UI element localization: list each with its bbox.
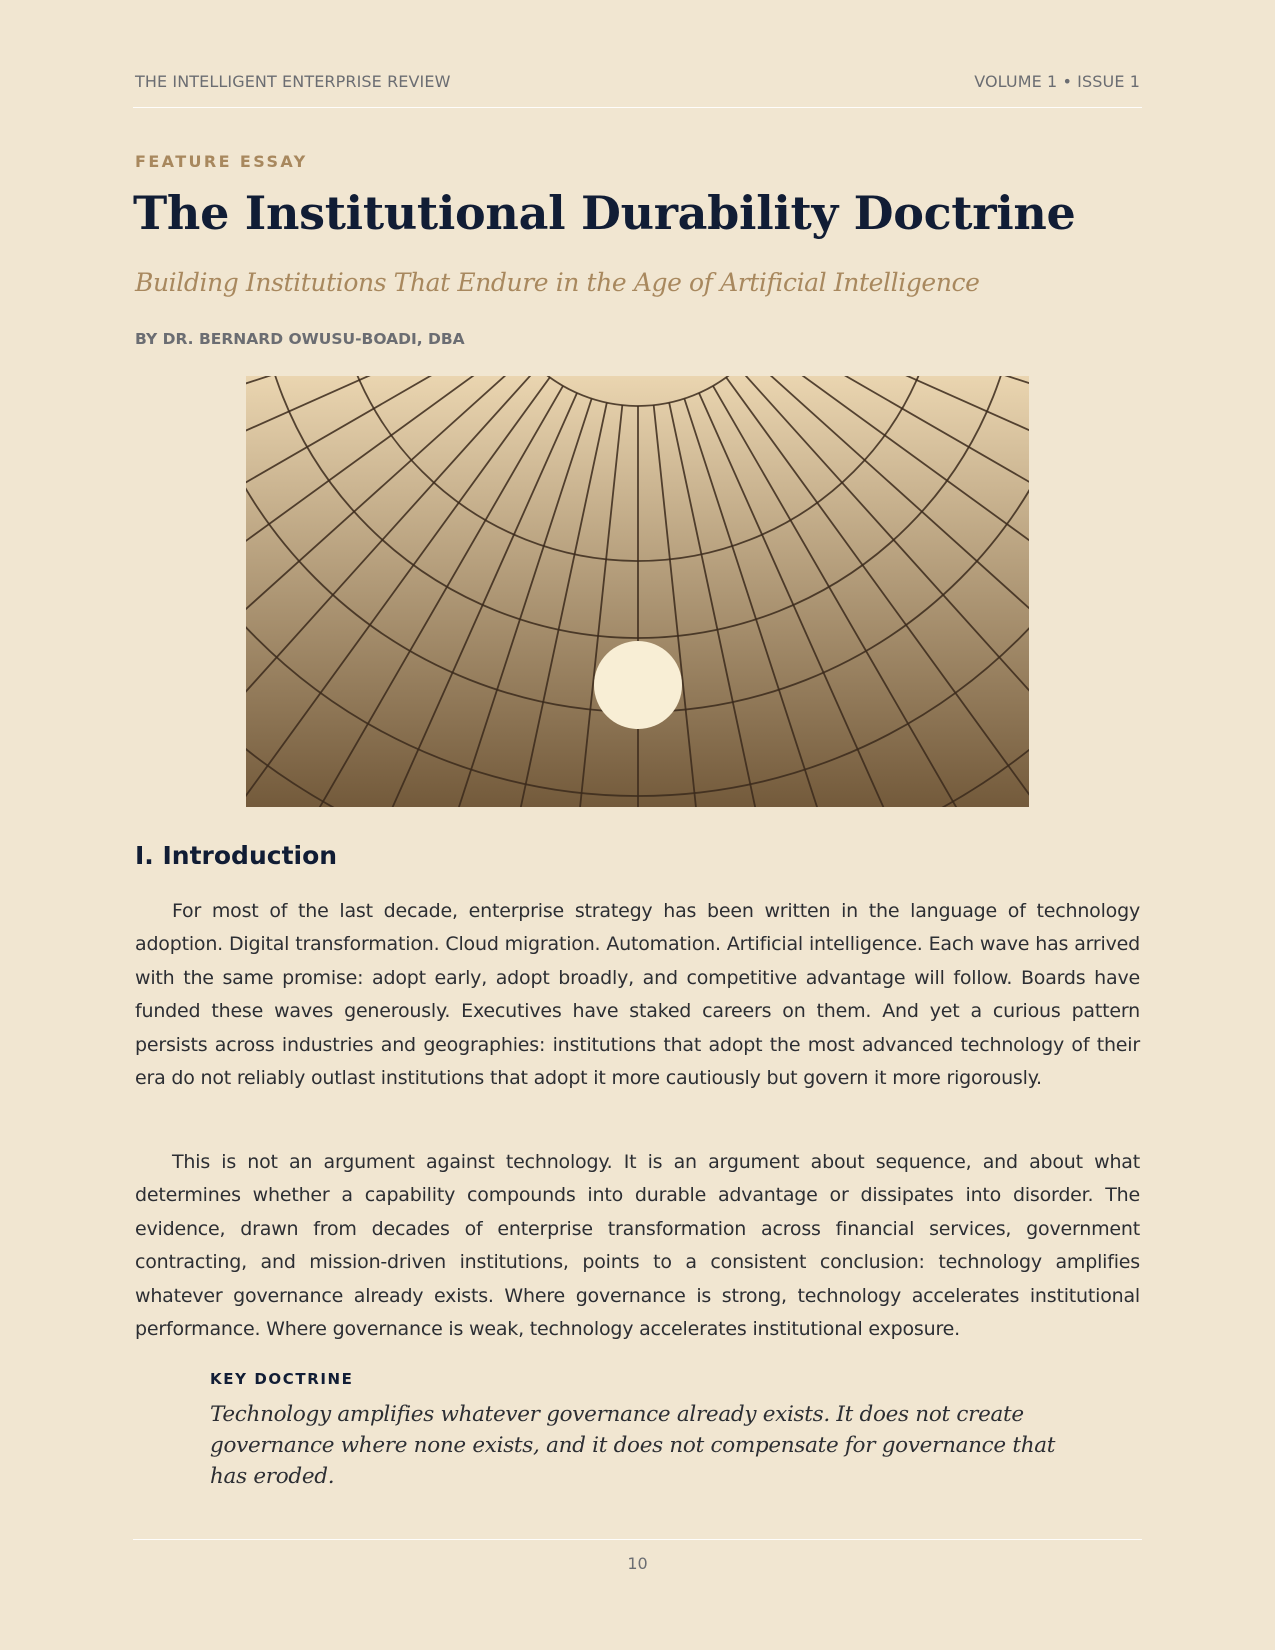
header-divider [133,107,1142,108]
callout-label: KEY DOCTRINE [210,1370,354,1388]
running-header [135,72,1140,91]
section-kicker: FEATURE ESSAY [135,152,308,171]
byline: BY DR. BERNARD OWUSU-BOADI, DBA [135,330,465,348]
radial-lattice-image [246,376,1029,807]
key-doctrine-callout [210,1370,1070,1492]
section-heading: I. Introduction [135,841,338,870]
body-paragraph: This is not an argument against technology. It is an argument about sequence, and about what determines whether a capability compounds into durable advantage or dissipates into disorder. The evidence, drawn from decades of enterprise transformation across financial services, government contracting, and mission-driven institutions, points to a consistent conclusion: technology amplifies whatever governance already exists. Where governance is strong, technology accelerates institutional performance. Where governance is weak, technology accelerates institutional exposure. [135,1151,1140,1341]
article-title: The Institutional Durability Doctrine [133,186,1076,240]
publication-name: THE INTELLIGENT ENTERPRISE REVIEW [135,72,451,91]
light-orb [594,641,682,729]
issue-label: VOLUME 1 • ISSUE 1 [974,72,1140,91]
callout-quote: Technology amplifies whatever governance already exists. It does not create governance where none exists, and it does not compensate for governance that has eroded. [210,1402,1056,1489]
hero-illustration [246,376,1029,807]
article-subtitle: Building Institutions That Endure in the Age of Artificial Intelligence [135,268,980,297]
footer-divider [133,1539,1142,1540]
body-paragraph: For most of the last decade, enterprise strategy has been written in the language of technology adoption. Digital transformation. Cloud migration. Automation. Artificial intelligence. Each wave has arrived with the same promise: adopt early, adopt broadly, and competitive advantage will follow. Boards have funded these waves generously. Executives have staked careers on them. And yet a curious pattern persists across industries and geographies: institutions that adopt the most advanced technology of their era do not reliably outlast institutions that adopt it more cautiously but govern it more rigorously. [135,900,1140,1090]
page-number: 10 [627,1554,648,1573]
